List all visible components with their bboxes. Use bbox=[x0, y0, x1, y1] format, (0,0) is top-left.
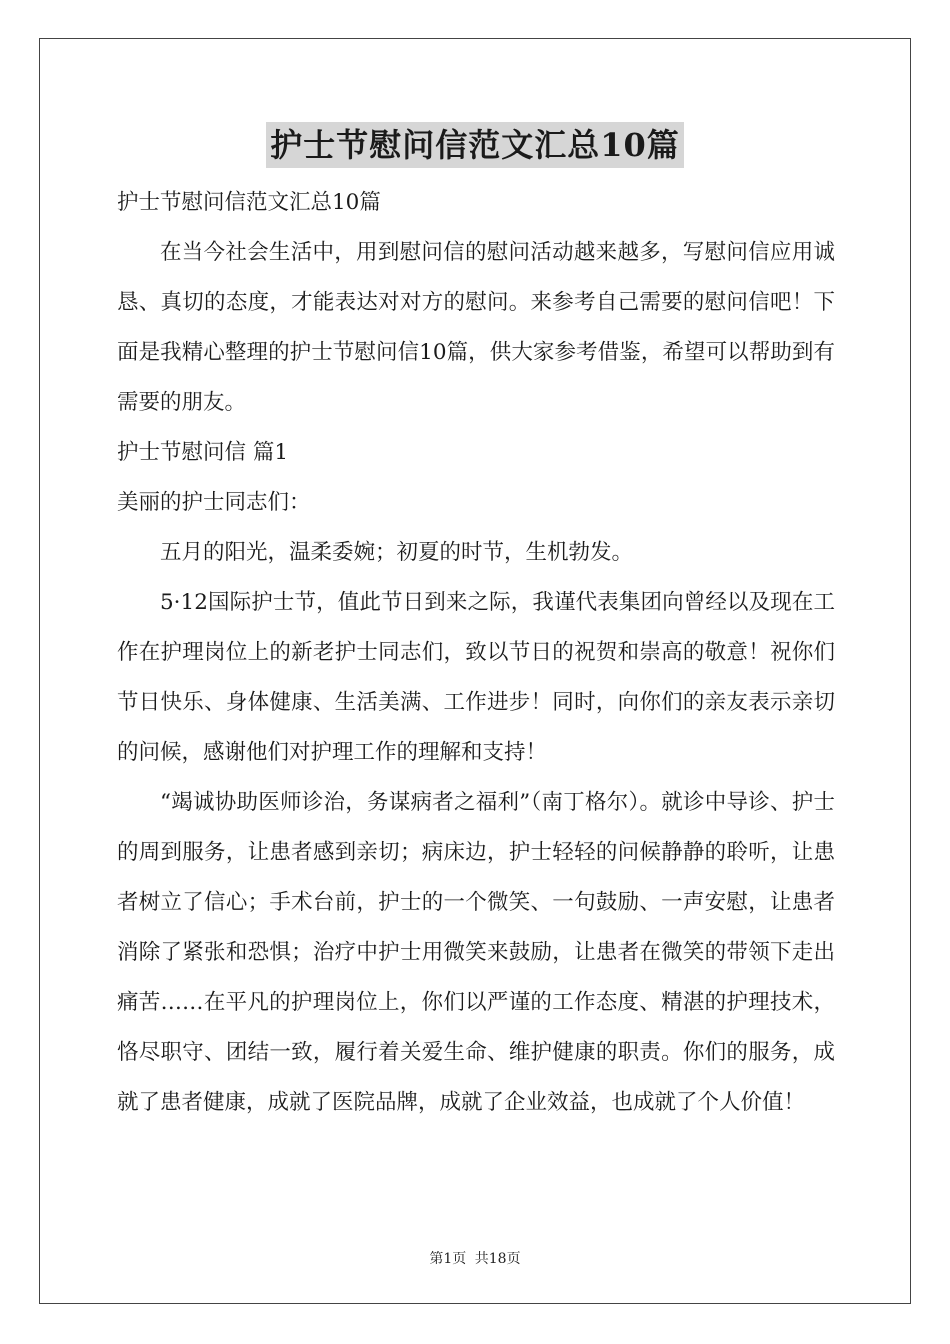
page-footer bbox=[0, 1248, 950, 1268]
page-number: 第1页 bbox=[429, 1251, 467, 1267]
paragraph: 五月的阳光，温柔委婉；初夏的时节，生机勃发。 bbox=[160, 540, 634, 565]
page-total: 共18页 bbox=[474, 1251, 521, 1267]
paragraph: 护士节慰问信范文汇总10篇 bbox=[117, 190, 381, 215]
title-container bbox=[0, 122, 950, 168]
section-heading: 护士节慰问信 篇1 bbox=[117, 440, 289, 465]
paragraph: “竭诚协助医师诊治，务谋病者之福利”（南丁格尔）。就诊中导诊、护士的周到服务，让患者感到亲切；病床边，护士轻轻的问候静静的聆听，让患者树立了信心；手术台前，护士的一个微笑、一句鼓励、一声安慰，让患者消除了紧张和恐惧；治疗中护士用微笑来鼓励，让患者在微笑的带领下走出痛苦……在平凡的护理岗位上，你们以严谨的工作态度、精湛的护理技术，恪尽职守、团结一致，履行着关爱生命、维护健康的职责。你们的服务，成就了患者健康，成就了医院品牌，成就了企业效益，也成就了个人价值！ bbox=[117, 790, 835, 1115]
salutation: 美丽的护士同志们： bbox=[117, 490, 311, 515]
document-title: 护士节慰问信范文汇总10篇 bbox=[266, 122, 684, 168]
document-body bbox=[117, 178, 835, 1128]
paragraph: 在当今社会生活中，用到慰问信的慰问活动越来越多，写慰问信应用诚恳、真切的态度，才能表达对对方的慰问。来参考自己需要的慰问信吧！下面是我精心整理的护士节慰问信10篇，供大家参考借鉴，希望可以帮助到有需要的朋友。 bbox=[117, 240, 835, 415]
paragraph: 5·12国际护士节，值此节日到来之际，我谨代表集团向曾经以及现在工作在护理岗位上的新老护士同志们，致以节日的祝贺和崇高的敬意！祝你们节日快乐、身体健康、生活美满、工作进步！同时，向你们的亲友表示亲切的问候，感谢他们对护理工作的理解和支持！ bbox=[117, 590, 835, 765]
